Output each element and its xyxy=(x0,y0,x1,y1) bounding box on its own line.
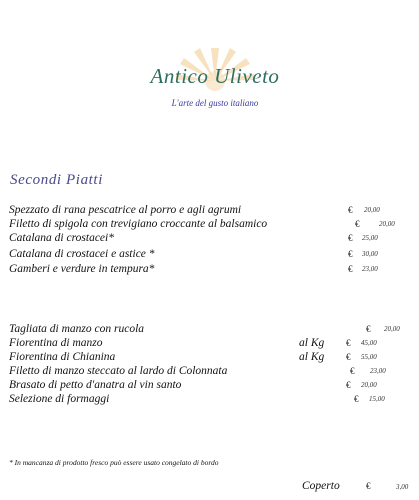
menu-item xyxy=(0,218,419,232)
dish-price: 25,00 xyxy=(362,234,378,242)
dish-name: Filetto di spigola con trevigiano croccante al balsamico xyxy=(9,218,268,230)
dish-name: Brasato di petto d'anatra al vin santo xyxy=(9,379,182,391)
restaurant-tagline: L'arte del gusto italiano xyxy=(171,98,259,108)
menu-item xyxy=(0,263,419,277)
currency-symbol: € xyxy=(348,205,353,215)
dish-name: Selezione di formaggi xyxy=(9,393,110,405)
currency-symbol: € xyxy=(366,481,371,491)
dish-name: Gamberi e verdure in tempura* xyxy=(9,263,155,275)
menu-item xyxy=(0,323,419,337)
menu-item xyxy=(0,204,419,218)
dish-name: Spezzato di rana pescatrice al porro e agli agrumi xyxy=(9,204,242,216)
dish-price: 23,00 xyxy=(370,367,386,375)
currency-symbol: € xyxy=(348,249,353,259)
currency-symbol: € xyxy=(355,219,360,229)
menu-item xyxy=(0,248,419,262)
dish-price: 45,00 xyxy=(361,339,377,347)
currency-symbol: € xyxy=(346,338,351,348)
dish-name: Catalana di crostacei* xyxy=(9,232,114,244)
dish-name: Fiorentina di manzo xyxy=(9,337,103,349)
currency-symbol: € xyxy=(348,264,353,274)
coperto-price: 3,00 xyxy=(396,483,409,491)
dish-price: 20,00 xyxy=(361,381,377,389)
menu-item xyxy=(0,393,419,407)
dish-price: 15,00 xyxy=(369,395,385,403)
coperto-label: Coperto xyxy=(302,480,340,492)
unit-label: al Kg xyxy=(299,337,325,349)
dish-price: 20,00 xyxy=(379,220,395,228)
dish-name: Tagliata di manzo con rucola xyxy=(9,323,145,335)
menu-item xyxy=(0,232,419,246)
unit-label: al Kg xyxy=(299,351,325,363)
menu-item xyxy=(0,365,419,379)
dish-price: 23,00 xyxy=(362,265,378,273)
currency-symbol: € xyxy=(354,394,359,404)
menu-item xyxy=(0,351,419,365)
dish-name: Catalana di crostacei e astice * xyxy=(9,248,155,260)
restaurant-name: Antico Uliveto xyxy=(150,64,280,88)
currency-symbol: € xyxy=(350,366,355,376)
currency-symbol: € xyxy=(346,380,351,390)
restaurant-logo xyxy=(130,42,300,122)
section-title: Secondi Piatti xyxy=(10,172,103,188)
footnote: * In mancanza di prodotto fresco può essere usato congelato di bordo xyxy=(9,458,219,467)
currency-symbol: € xyxy=(348,233,353,243)
currency-symbol: € xyxy=(346,352,351,362)
dish-name: Filetto di manzo steccato al lardo di Colonnata xyxy=(9,365,228,377)
dish-name: Fiorentina di Chianina xyxy=(9,351,116,363)
menu-item xyxy=(0,379,419,393)
dish-price: 20,00 xyxy=(364,206,380,214)
dish-price: 20,00 xyxy=(384,325,400,333)
menu-item xyxy=(0,337,419,351)
dish-price: 55,00 xyxy=(361,353,377,361)
dish-price: 30,00 xyxy=(362,250,378,258)
currency-symbol: € xyxy=(366,324,371,334)
